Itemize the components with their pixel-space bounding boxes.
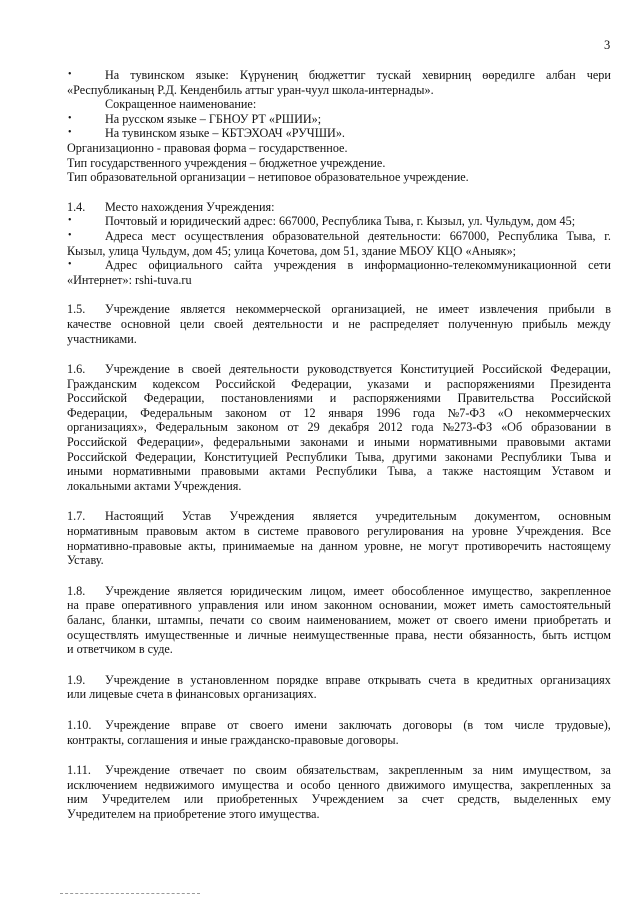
text-line: и ответчиком в суде. bbox=[67, 642, 173, 657]
bullet-item bbox=[67, 229, 611, 258]
text-line: баланс, бланки, штампы, печати со своим наименованием, может от своего имени приобретать и bbox=[67, 613, 611, 627]
scan-artifact-line bbox=[60, 893, 200, 894]
text-line: нормативным правовым актом в системе правового регулирования на уровне Учреждения. Все bbox=[67, 524, 611, 539]
numbered-paragraph bbox=[67, 763, 611, 821]
plain-line bbox=[67, 170, 611, 185]
text-line: Гражданским кодексом Российской Федерации, указами и распоряжениями Президента bbox=[67, 376, 611, 391]
text-line: ним Учредителем или приобретенных Учреждением за счет средств, выделенных ему bbox=[67, 792, 611, 807]
text-line: участниками. bbox=[67, 331, 137, 346]
text-line: на праве оперативного управления или ином законном основании, может иметь самостоятельный bbox=[67, 598, 611, 613]
text-line: Уставу. bbox=[67, 553, 104, 568]
paragraph-first-line bbox=[67, 200, 611, 215]
paragraph-number: 1.8. bbox=[67, 583, 86, 598]
bullet-item bbox=[67, 258, 611, 287]
paragraph-gap bbox=[67, 747, 611, 763]
text-line: локальными актами Учреждения. bbox=[67, 478, 242, 493]
paragraph-gap bbox=[67, 346, 611, 362]
paragraph-number: 1.11. bbox=[67, 763, 91, 778]
paragraph-first-line bbox=[67, 584, 611, 599]
text-line: контракты, соглашения и иные гражданско-правовые договоры. bbox=[67, 732, 399, 747]
paragraph-first-line bbox=[67, 362, 611, 377]
bullet-item bbox=[67, 68, 611, 97]
paragraph-number: 1.6. bbox=[67, 362, 86, 377]
numbered-paragraph bbox=[67, 584, 611, 657]
text-line: • На тувинском языке: Күрүнениң бюджеттиг тускай хевирниң өөредилге албан чери bbox=[67, 68, 611, 83]
bullet-item bbox=[67, 214, 611, 229]
paragraph-gap bbox=[67, 287, 611, 302]
paragraph-gap bbox=[67, 702, 611, 718]
numbered-paragraph bbox=[67, 673, 611, 702]
text-line: Учреждение является некоммерческой организацией, не имеет извлечения прибыли в bbox=[105, 302, 611, 317]
paragraph-first-line bbox=[67, 302, 611, 317]
text-line: Российской Федерации, Конституцией Республики Тыва, другими законами Республики Тыва и bbox=[67, 449, 611, 464]
numbered-paragraph bbox=[67, 362, 611, 493]
paragraph-number: 1.4. bbox=[67, 199, 86, 214]
text-line: • Адреса мест осуществления образовательной деятельности: 667000, Республика Тыва, г. bbox=[67, 229, 611, 244]
text-line: Российской Федерации», федеральными законами и иными нормативными правовыми актами bbox=[67, 435, 611, 450]
bullet-item bbox=[67, 112, 611, 127]
text-line: осуществлять имущественные и личные неимущественные права, нести обязанность, быть истцом bbox=[67, 627, 611, 642]
text-line: • Почтовый и юридический адрес: 667000, Республика Тыва, г. Кызыл, ул. Чульдум, дом 45; bbox=[67, 214, 611, 229]
numbered-paragraph bbox=[67, 718, 611, 747]
text-line: нормативно-правовые акты, принимаемые на данном уровне, не могут противоречить настоящему bbox=[67, 538, 611, 553]
text-line: Организационно - правовая форма – государственное. bbox=[67, 140, 348, 155]
text-line: «Интернет»: rshi-tuva.ru bbox=[67, 272, 192, 287]
paragraph-first-line bbox=[67, 718, 611, 733]
paragraph-gap bbox=[67, 568, 611, 584]
page-number: 3 bbox=[604, 38, 611, 52]
paragraph-number: 1.7. bbox=[67, 509, 86, 524]
paragraph-number: 1.10. bbox=[67, 717, 92, 732]
text-line: Учредителем на приобретение этого имущества. bbox=[67, 806, 320, 821]
text-line: Настоящий Устав Учреждения является учредительным документом, основным bbox=[105, 509, 611, 524]
paragraph-gap bbox=[67, 493, 611, 509]
text-line: Учреждение отвечает по своим обязательствам, закрепленным за ним имуществом, за bbox=[105, 763, 611, 778]
text-line: качестве основной цели своей деятельности и не распределяет полученную прибыль между bbox=[67, 316, 611, 331]
numbered-paragraph bbox=[67, 509, 611, 567]
text-line: • На тувинском языке – КБТЭХОАЧ «РУЧШИ». bbox=[67, 126, 611, 141]
paragraph-number: 1.5. bbox=[67, 302, 86, 317]
paragraph-gap bbox=[67, 657, 611, 673]
paragraph-first-line bbox=[67, 673, 611, 688]
document-body bbox=[67, 68, 611, 822]
text-line: иными нормативными правовыми актами Республики Тыва, а также настоящим Уставом и bbox=[67, 464, 611, 479]
text-line: Российской Федерации, постановлениями и распоряжениями Правительства Российской bbox=[67, 391, 611, 406]
paragraph-first-line bbox=[67, 509, 611, 524]
text-line: «Республиканың Р.Д. Кенденбиль аттыг уран-чуул школа-интернады». bbox=[67, 82, 434, 97]
text-line: Федерации, Федеральным законом от 12 января 1996 года №7-ФЗ «О некоммерческих bbox=[67, 405, 611, 420]
text-line: или лицевые счета в финансовых организациях. bbox=[67, 687, 317, 702]
text-line: организациях», Федеральным законом от 29 декабря 2012 года №273-ФЗ «Об образовании в bbox=[67, 420, 611, 435]
text-line: Учреждение в установленном порядке вправе открывать счета в кредитных организациях bbox=[105, 672, 611, 687]
indented-line bbox=[67, 97, 611, 112]
text-line: Сокращенное наименование: bbox=[105, 97, 257, 112]
text-line: • На русском языке – ГБНОУ РТ «РШИИ»; bbox=[67, 112, 611, 127]
plain-line bbox=[67, 156, 611, 171]
text-line: Учреждение является юридическим лицом, имеет обособленное имущество, закрепленное bbox=[105, 583, 611, 598]
text-line: Тип образовательной организации – нетиповое образовательное учреждение. bbox=[67, 170, 469, 185]
text-line: Место нахождения Учреждения: bbox=[105, 199, 275, 214]
text-line: Тип государственного учреждения – бюджетное учреждение. bbox=[67, 155, 386, 170]
paragraph-gap bbox=[67, 185, 611, 200]
text-line: Учреждение в своей деятельности руководствуется Конституцией Российской Федерации, bbox=[105, 362, 611, 377]
numbered-paragraph bbox=[67, 200, 611, 215]
bullet-item bbox=[67, 126, 611, 141]
paragraph-number: 1.9. bbox=[67, 672, 86, 687]
text-line: Кызыл, улица Чульдум, дом 45; улица Кочетова, дом 51, здание МБОУ КЦО «Аныяк»; bbox=[67, 243, 517, 258]
plain-line bbox=[67, 141, 611, 156]
text-line: Учреждение вправе от своего имени заключать договоры (в том числе трудовые), bbox=[105, 717, 611, 732]
paragraph-first-line bbox=[67, 763, 611, 778]
text-line: исключением недвижимого имущества и особо ценного движимого имущества, закрепленных за bbox=[67, 777, 611, 792]
text-line: • Адрес официального сайта учреждения в информационно-телекоммуникационной сети bbox=[67, 258, 611, 273]
numbered-paragraph bbox=[67, 302, 611, 346]
